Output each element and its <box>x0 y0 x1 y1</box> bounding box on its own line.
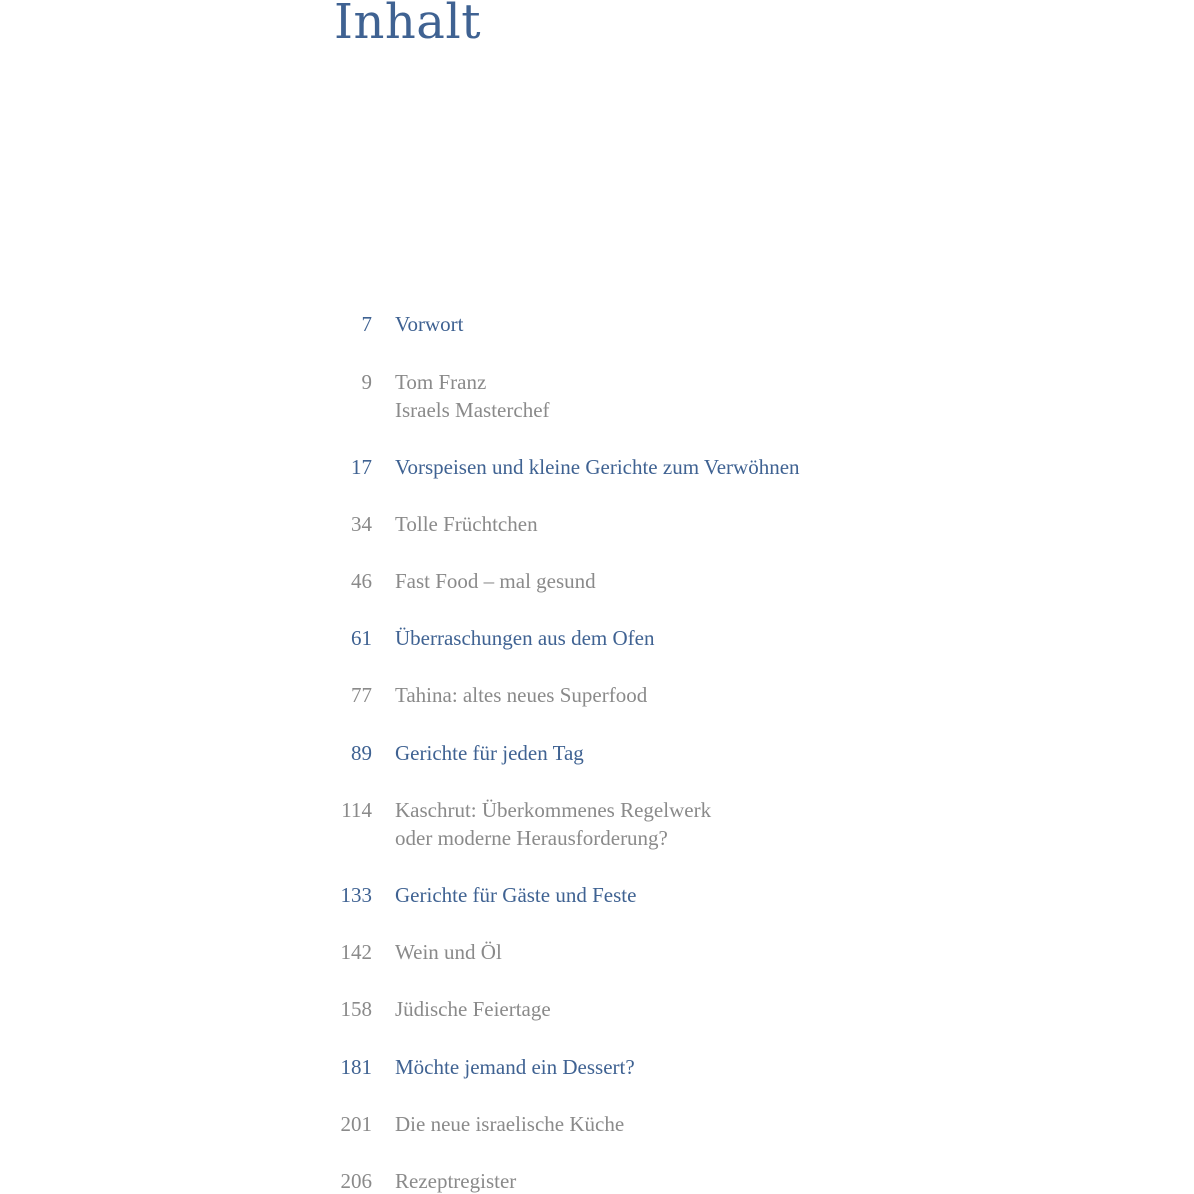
toc-entry-line: Jüdische Feiertage <box>395 997 551 1021</box>
toc-entry-line: Gerichte für Gäste und Feste <box>395 883 637 907</box>
toc-entry-line: Überraschungen aus dem Ofen <box>395 626 655 650</box>
toc-entry-line: Kaschrut: Überkommenes Regelwerk <box>395 798 712 822</box>
toc-page-number: 142 <box>340 940 372 964</box>
toc-entry-title <box>395 310 1155 338</box>
toc-page-number: 34 <box>351 512 372 536</box>
toc-entry-line: Möchte jemand ein Dessert? <box>395 1055 635 1079</box>
toc-page-number: 181 <box>340 1055 372 1079</box>
toc-entry-title <box>395 881 1155 909</box>
toc-page-number: 201 <box>340 1112 372 1136</box>
toc-entry-title <box>395 995 1155 1023</box>
toc-page-number: 46 <box>351 569 372 593</box>
toc-entry-line: Wein und Öl <box>395 940 502 964</box>
toc-page-number: 77 <box>351 683 372 707</box>
toc-entry-line: Vorwort <box>395 312 464 336</box>
toc-entry-title <box>395 796 1155 852</box>
page-title: Inhalt <box>334 0 482 50</box>
toc-entry-line: oder moderne Herausforderung? <box>395 826 668 850</box>
toc-entry-line: Vorspeisen und kleine Gerichte zum Verwöhnen <box>395 455 800 479</box>
toc-page-number: 158 <box>340 997 372 1021</box>
toc-entry-title <box>395 739 1155 767</box>
toc-entry-line: Rezeptregister <box>395 1169 517 1193</box>
toc-page-number: 9 <box>361 370 372 394</box>
toc-entry-line: Die neue israelische Küche <box>395 1112 625 1136</box>
toc-entry-title <box>395 368 1155 424</box>
toc-page-number: 206 <box>340 1169 372 1193</box>
toc-page-number: 114 <box>341 798 372 822</box>
toc-entry-title <box>395 510 1155 538</box>
toc-entry-title <box>395 567 1155 595</box>
toc-page-number: 17 <box>351 455 372 479</box>
toc-page-number: 61 <box>351 626 372 650</box>
toc-entry-title <box>395 1110 1155 1138</box>
toc-entry-title <box>395 453 1155 481</box>
toc-entry-line: Tahina: altes neues Superfood <box>395 683 648 707</box>
toc-entry-line: Tolle Früchtchen <box>395 512 538 536</box>
toc-entry-title <box>395 1167 1155 1194</box>
toc-page-number: 89 <box>351 741 372 765</box>
toc-entry-title <box>395 938 1155 966</box>
toc-entry-line: Tom Franz <box>395 370 487 394</box>
toc-entry-line: Gerichte für jeden Tag <box>395 741 584 765</box>
toc-entry-title <box>395 1053 1155 1081</box>
toc-page-number: 133 <box>340 883 372 907</box>
toc-entry-line: Israels Masterchef <box>395 398 550 422</box>
toc-entry-title <box>395 624 1155 652</box>
toc-entry-line: Fast Food – mal gesund <box>395 569 596 593</box>
toc-entry-title <box>395 681 1155 709</box>
toc-page-number: 7 <box>361 312 372 336</box>
